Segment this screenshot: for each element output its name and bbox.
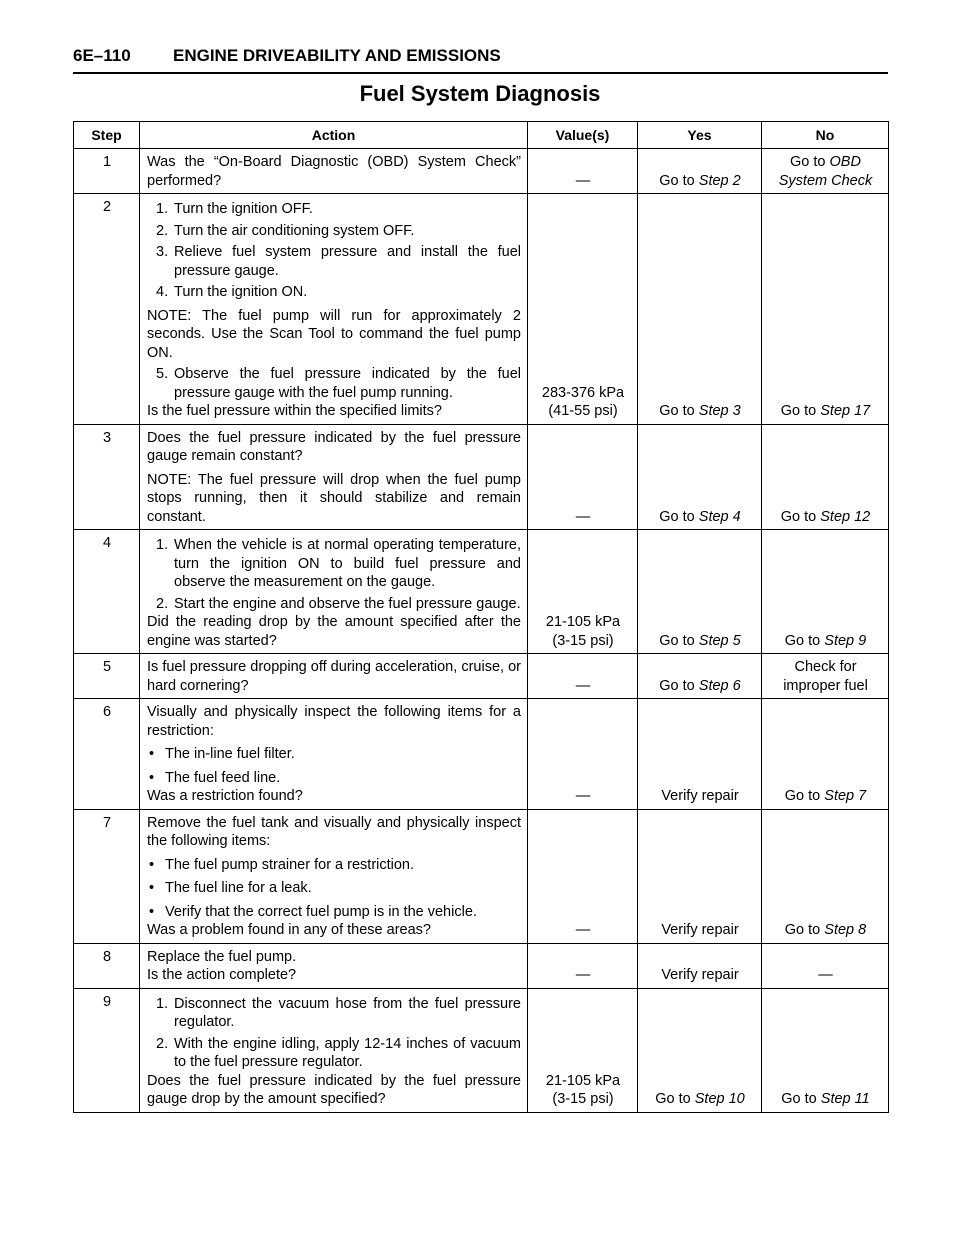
column-header-yes: Yes (638, 122, 762, 149)
bullet-item: • The fuel line for a leak. (149, 880, 312, 896)
value-cell: — (528, 699, 638, 810)
no-cell (762, 424, 889, 530)
no-cell (762, 530, 889, 654)
go-to-label: Go to (659, 508, 695, 525)
step-reference: Step 7 (824, 788, 867, 804)
step-number: 4 (74, 530, 140, 654)
step-reference: Step 5 (698, 632, 741, 649)
step-reference: Step 10 (694, 1091, 745, 1107)
go-to-label: Go to (659, 677, 695, 694)
no-cell (762, 149, 889, 194)
action-text: Replace the fuel pump. (147, 948, 297, 965)
value-cell: — (528, 943, 638, 988)
no-cell (762, 809, 889, 943)
go-to-label: Go to (784, 788, 821, 804)
go-to-label: Go to (790, 154, 826, 170)
table-header-row (74, 122, 889, 149)
go-to-label: Go to (659, 403, 695, 419)
bullet-item: • The in-line fuel filter. (149, 746, 295, 762)
yes-cell: Verify repair (638, 943, 762, 988)
action-cell (140, 809, 528, 943)
step-reference: Step 17 (820, 403, 871, 419)
section-title: ENGINE DRIVEABILITY AND EMISSIONS (173, 46, 501, 65)
yes-cell (638, 530, 762, 654)
step-number: 8 (74, 943, 140, 988)
note-text: NOTE: The fuel pressure will drop when the fuel pump stops running, then it should stabilize and remain constant. (147, 471, 521, 525)
action-item: 2. Start the engine and observe the fuel pressure gauge. (156, 595, 521, 612)
action-item: 1. Turn the ignition OFF. (156, 201, 313, 217)
table-row (74, 943, 889, 988)
column-header-step: Step (74, 122, 140, 149)
value-cell: — (528, 424, 638, 530)
step-number: 7 (74, 809, 140, 943)
bullet-item: • The fuel feed line. (149, 769, 281, 786)
action-item: 2. Turn the air conditioning system OFF. (156, 222, 415, 239)
value-cell: — (528, 654, 638, 699)
bullet-item: • The fuel pump strainer for a restriction. (149, 856, 415, 873)
action-cell (140, 149, 528, 194)
action-item: 5. Observe the fuel pressure indicated by the fuel pressure gauge with the fuel pump running. (156, 366, 521, 401)
table-row (74, 699, 889, 810)
go-to-label: Go to (784, 922, 821, 938)
step-reference: Step 12 (820, 508, 871, 525)
go-to-label: Go to (659, 632, 695, 649)
table-row (74, 530, 889, 654)
step-reference: Step 9 (824, 632, 867, 649)
action-item: 3. Relieve fuel system pressure and install the fuel pressure gauge. (156, 244, 521, 279)
no-cell (762, 699, 889, 810)
action-item: 1. Disconnect the vacuum hose from the fuel pressure regulator. (156, 995, 521, 1030)
question-text: Does the fuel pressure indicated by the fuel pressure gauge remain constant? (147, 429, 521, 464)
yes-cell (638, 424, 762, 530)
action-cell (140, 988, 528, 1112)
step-reference: Step 2 (698, 172, 741, 189)
step-reference: Step 4 (698, 508, 741, 525)
yes-cell (638, 149, 762, 194)
action-cell (140, 424, 528, 530)
step-number: 3 (74, 424, 140, 530)
question-text: Is the action complete? (147, 967, 297, 983)
yes-cell (638, 654, 762, 699)
go-to-label: Go to (659, 172, 695, 189)
question-text: Is fuel pressure dropping off during acceleration, cruise, or hard cornering? (147, 659, 521, 694)
intro-text: Remove the fuel tank and visually and physically inspect the following items: (147, 814, 521, 849)
yes-cell (638, 988, 762, 1112)
question-text: Was a problem found in any of these areas? (147, 922, 431, 938)
value-cell: 21-105 kPa (3-15 psi) (528, 988, 638, 1112)
step-number: 2 (74, 194, 140, 425)
step-number: 6 (74, 699, 140, 810)
page-header (73, 44, 888, 74)
action-cell (140, 530, 528, 654)
question-text: Did the reading drop by the amount specified after the engine was started? (147, 614, 521, 649)
go-to-label: Go to (780, 403, 817, 419)
question-text: Does the fuel pressure indicated by the fuel pressure gauge drop by the amount specified? (147, 1072, 521, 1107)
no-cell: — (762, 943, 889, 988)
diagnosis-table (73, 121, 889, 1113)
table-row (74, 424, 889, 530)
table-row (74, 988, 889, 1112)
step-reference: OBD (829, 154, 861, 170)
table-row (74, 654, 889, 699)
question-text: Was a restriction found? (147, 788, 303, 804)
value-cell: — (528, 149, 638, 194)
table-row (74, 149, 889, 194)
yes-cell: Verify repair (638, 809, 762, 943)
value-cell: 21-105 kPa (3-15 psi) (528, 530, 638, 654)
action-cell (140, 194, 528, 425)
column-header-no: No (762, 122, 889, 149)
note-text: NOTE: The fuel pump will run for approximately 2 seconds. Use the Scan Tool to command the fuel pump ON. (147, 307, 521, 361)
go-to-label: Go to (784, 632, 821, 649)
bullet-item: • Verify that the correct fuel pump is in the vehicle. (149, 903, 477, 920)
action-item: 2. With the engine idling, apply 12-14 inches of vacuum to the fuel pressure regulator. (156, 1035, 521, 1070)
go-to-label: Go to (655, 1091, 691, 1107)
question-text: Was the “On-Board Diagnostic (OBD) System Check” performed? (147, 154, 521, 189)
intro-text: Visually and physically inspect the following items for a restriction: (147, 704, 521, 739)
step-reference: Step 8 (824, 922, 867, 938)
no-line-2: System Check (778, 172, 873, 189)
value-cell: 283-376 kPa (41-55 psi) (528, 194, 638, 425)
step-reference: Step 3 (698, 403, 741, 419)
step-number: 1 (74, 149, 140, 194)
value-cell: — (528, 809, 638, 943)
action-cell (140, 699, 528, 810)
go-to-label: Go to (780, 508, 817, 525)
step-number: 5 (74, 654, 140, 699)
action-item: 1. When the vehicle is at normal operating temperature, turn the ignition ON to build fuel pressure and observe the measurement on the gauge. (156, 537, 521, 590)
action-cell (140, 943, 528, 988)
yes-cell (638, 194, 762, 425)
action-cell (140, 654, 528, 699)
step-reference: Step 6 (698, 677, 741, 694)
column-header-values: Value(s) (528, 122, 638, 149)
no-cell (762, 988, 889, 1112)
table-row (74, 194, 889, 425)
page-number: 6E–110 (73, 46, 131, 65)
no-cell (762, 194, 889, 425)
question-text: Is the fuel pressure within the specified limits? (147, 403, 442, 419)
action-item: 4. Turn the ignition ON. (156, 284, 308, 300)
step-number: 9 (74, 988, 140, 1112)
no-cell: Check for improper fuel (762, 654, 889, 699)
page-title: Fuel System Diagnosis (359, 81, 601, 106)
column-header-action: Action (140, 122, 528, 149)
no-line-1 (769, 153, 882, 172)
table-row (74, 809, 889, 943)
step-reference: Step 11 (820, 1091, 870, 1107)
go-to-label: Go to (781, 1091, 817, 1107)
yes-cell: Verify repair (638, 699, 762, 810)
